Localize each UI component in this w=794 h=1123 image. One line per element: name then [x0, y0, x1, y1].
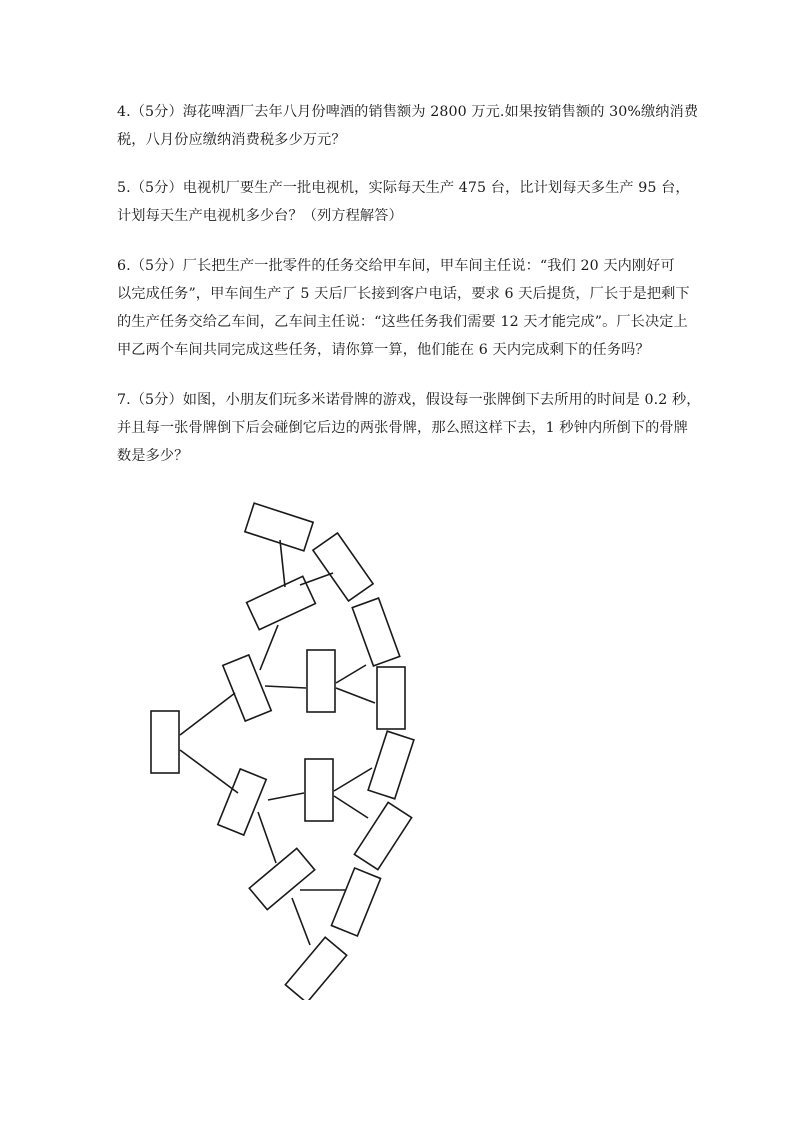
problem-6-line-2: 以完成任务”，甲车间生产了 5 天后厂长接到客户电话，要求 6 天后提货，厂长于是把剩下: [117, 286, 690, 302]
problem-5: [117, 174, 690, 230]
domino-tile: [245, 503, 313, 551]
problem-6-line-3: 的生产任务交给乙车间，乙车间主任说：“这些任务我们需要 12 天才能完成”。厂长决定上: [117, 314, 688, 330]
connector-line: [334, 768, 372, 791]
connector-line: [260, 625, 278, 670]
domino-tree-figure: [140, 500, 430, 1000]
problem-4-line-1: 4.（5分）海花啤酒厂去年八月份啤酒的销售额为 2800 万元.如果按销售额的 30%缴纳消费: [117, 104, 699, 120]
domino-tile: [313, 533, 373, 601]
domino-tile: [331, 868, 380, 936]
problem-6: [117, 252, 690, 364]
domino-tile: [368, 731, 414, 799]
problem-5-line-2: 计划每天生产电视机多少台？（列方程解答）: [117, 208, 403, 224]
problem-6-line-1: 6.（5分）厂长把生产一批零件的任务交给甲车间，甲车间主任说：“我们 20 天内刚好可: [117, 258, 675, 274]
domino-tile: [223, 655, 271, 721]
problem-4: [117, 98, 699, 154]
domino-tile: [151, 711, 179, 773]
domino-tile: [305, 759, 333, 821]
problem-6-line-4: 甲乙两个车间共同完成这些任务，请你算一算，他们能在 6 天内完成剩下的任务吗？: [117, 342, 650, 358]
connector-line: [292, 898, 310, 945]
problem-7-line-2: 并且每一张骨牌倒下后会碰倒它后边的两张骨牌，那么照这样下去，1 秒钟内所倒下的骨牌: [117, 420, 688, 436]
connector-line: [280, 540, 285, 587]
domino-tile: [377, 667, 405, 729]
domino-tree-diagram: [140, 500, 430, 1000]
domino-tile: [352, 598, 400, 666]
domino-tile: [218, 769, 266, 835]
connector-line: [258, 812, 276, 863]
domino-connectors: [180, 540, 375, 945]
problem-7-line-3: 数是多少？: [117, 448, 189, 464]
connector-line: [300, 573, 333, 585]
domino-tile: [247, 576, 316, 629]
problem-5-line-1: 5.（5分）电视机厂要生产一批电视机，实际每天生产 475 台，比计划每天多生产 95 台，: [117, 180, 690, 196]
connector-line: [265, 686, 306, 688]
connector-line: [268, 793, 304, 800]
connector-line: [180, 750, 238, 793]
problem-7: [117, 386, 701, 470]
domino-tile: [285, 937, 346, 1000]
domino-tiles: [151, 503, 414, 1000]
domino-tile: [354, 802, 411, 869]
problem-7-line-1: 7.（5分）如图，小朋友们玩多米诺骨牌的游戏，假设每一张牌倒下去所用的时间是 0.2 秒，: [117, 392, 701, 408]
domino-tile: [307, 650, 335, 712]
connector-line: [180, 693, 235, 735]
domino-tile: [249, 848, 314, 909]
connector-line: [336, 688, 375, 703]
problem-4-line-2: 税，八月份应缴纳消费税多少万元？: [117, 132, 346, 148]
connector-line: [336, 665, 366, 683]
connector-line: [334, 796, 368, 818]
